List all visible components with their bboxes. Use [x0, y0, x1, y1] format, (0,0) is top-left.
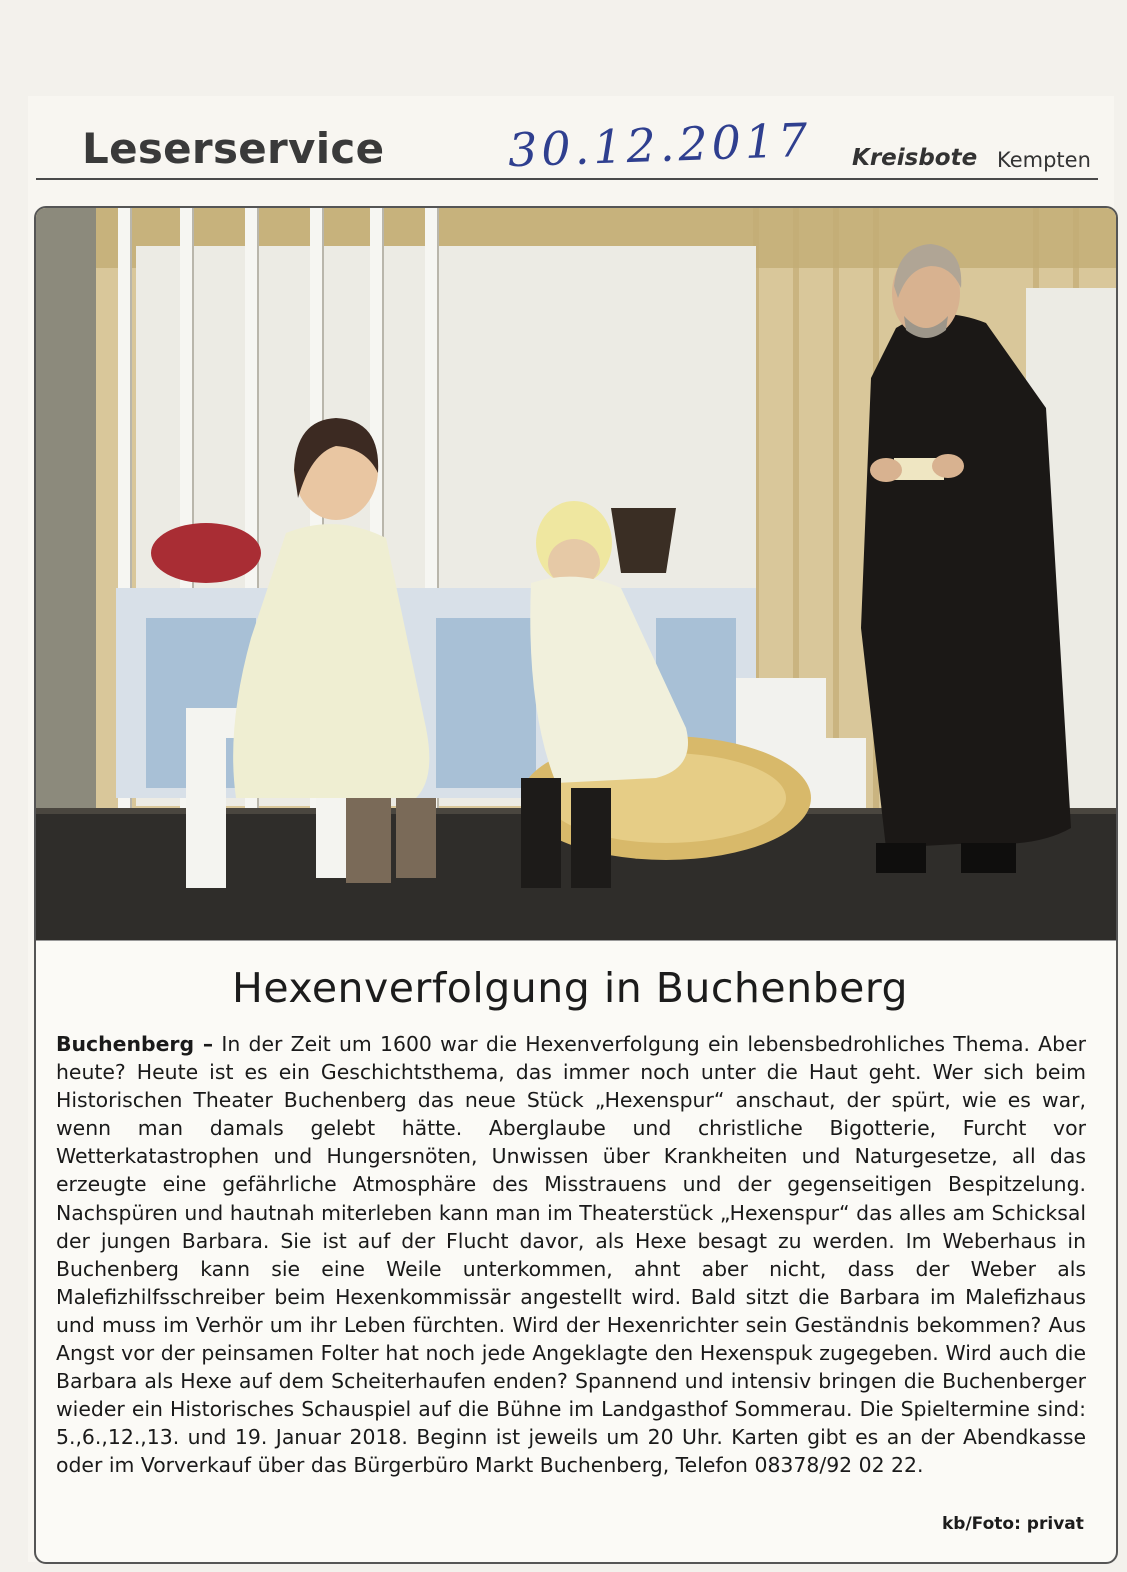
- newspaper-city: Kempten: [997, 148, 1091, 172]
- article-dateline: Buchenberg –: [56, 1032, 214, 1056]
- article-headline: Hexenverfolgung in Buchenberg: [231, 964, 909, 1012]
- header-rule: [36, 178, 1098, 180]
- article-text: In der Zeit um 1600 war die Hexenverfolgung ein lebensbedrohliches Thema. Aber heute? Heute ist es ein Geschichtsthema, das immer noch unter die Haut geht. Wer sich beim Historischen Theater Buchenberg das neue Stück „Hexenspur“ anschaut, der spürt, wie es war, wenn man damals gelebt hätte. Aberglaube und christliche Bigotterie, Furcht vor Wetterkatastrophen und Hungersnöten, Unwissen über Krankheiten und Naturgesetze, all das erzeugte eine gefährliche Atmosphäre des Misstrauens und der gegenseitigen Bespitzelung. Nachspüren und hautnah miterleben kann man im Theaterstück „Hexenspur“ das alles am Schicksal der jungen Barbara. Sie ist auf der Flucht davor, als Hexe besagt zu werden. Im Weberhaus in Buchenberg kann sie eine Weile unterkommen, ahnt aber nicht, dass der Weber als Malefizhilfsschreiber beim Hexenkommissär angestellt wird. Bald sitzt die Barbara im Malefizhaus und muss im Verhör um ihr Leben fürchten. Wird der Hexenrichter sein Geständnis bekommen? Aus Angst vor der peinsamen Folter hat noch jede Angeklagte den Hexenspuk zugegeben. Wird auch die Barbara als Hexe auf dem Scheiterhaufen enden? Spannend und intensiv bringen die Buchenberger wieder ein Historisches Schauspiel auf die Bühne im Landgasthof Sommerau. Die Spieltermine sind: 5.,6.,12.,13. und 19. Januar 2018. Beginn ist jeweils um 20 Uhr. Karten gibt es an der Abendkasse oder im Vorverkauf über das Bürgerbüro Markt Buchenberg, Telefon 08378/92 02 22.: [56, 1032, 1086, 1478]
- stage-photo-icon: [36, 208, 1116, 940]
- article-body: [56, 1030, 1086, 1480]
- stage-photo: [36, 208, 1116, 941]
- handwritten-date: 30.12.2017: [507, 112, 813, 178]
- newspaper-name: Kreisbote: [852, 145, 978, 171]
- section-title: Leserservice: [82, 124, 385, 173]
- photo-credit: kb/Foto: privat: [942, 1514, 1084, 1534]
